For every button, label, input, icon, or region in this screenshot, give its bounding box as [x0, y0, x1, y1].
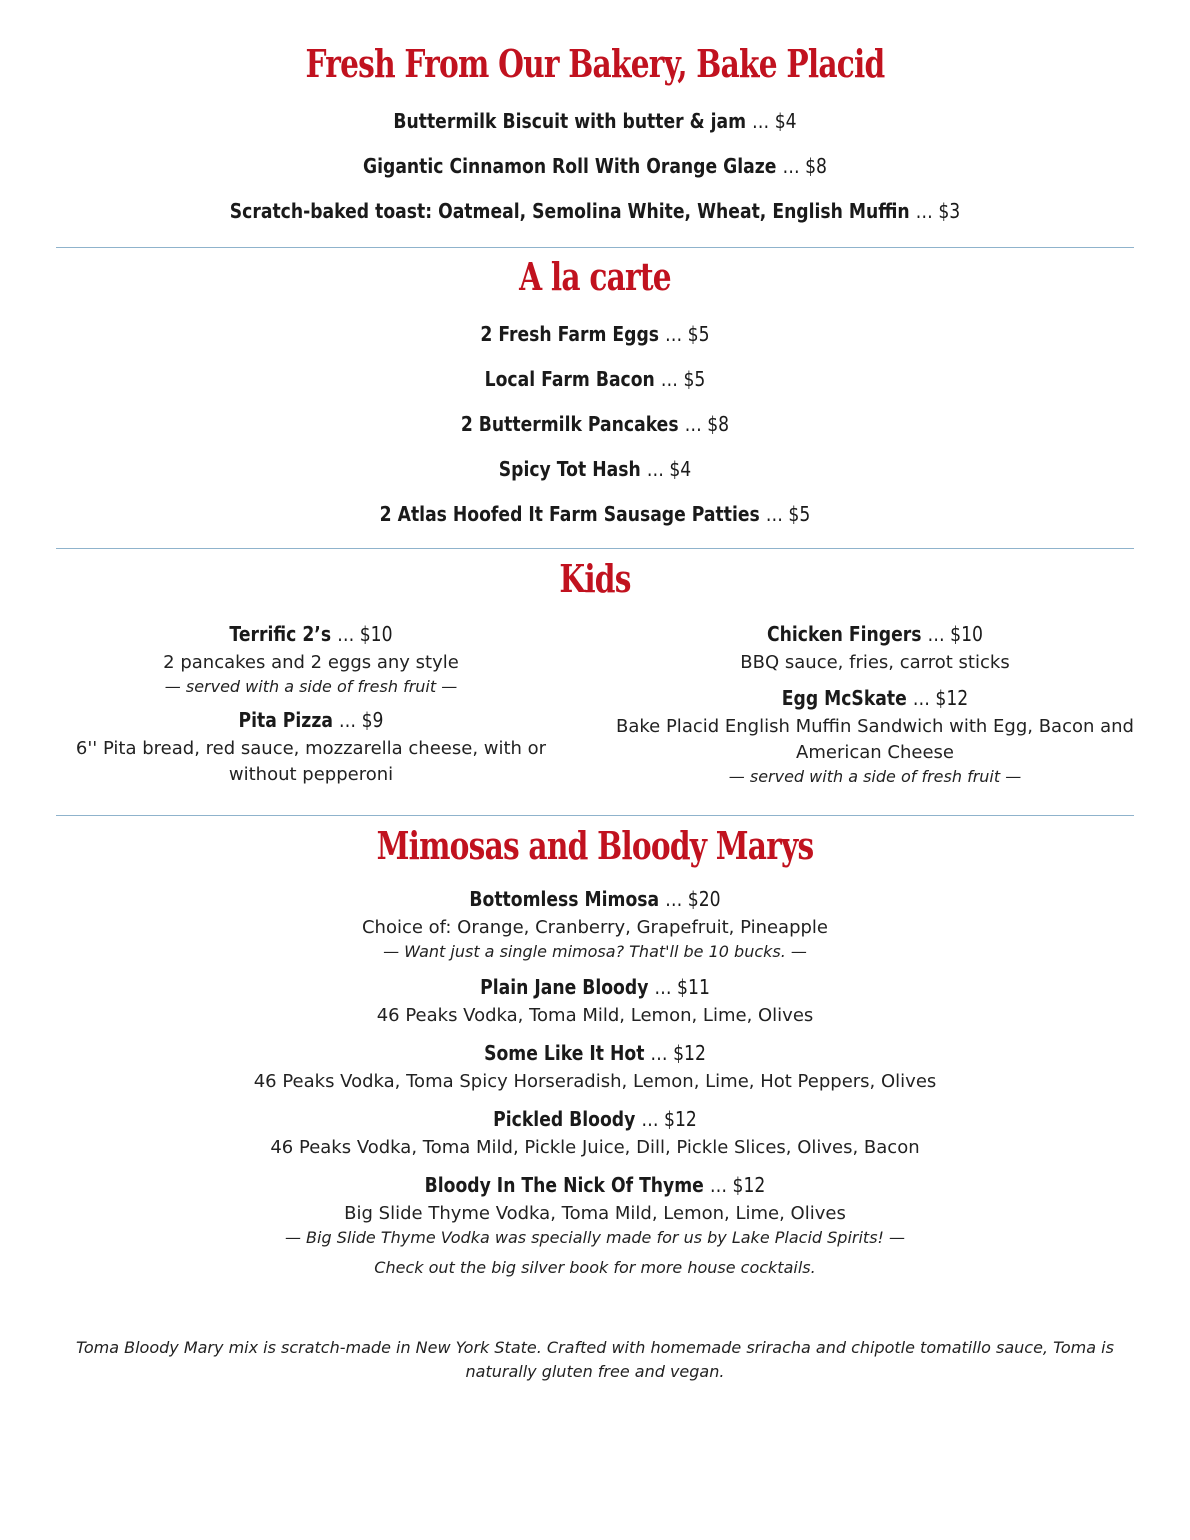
item-note: — Big Slide Thyme Vodka was specially made for us by Lake Placid Spirits! —	[284, 1228, 906, 1247]
section-divider	[56, 247, 1134, 248]
section-divider	[56, 815, 1134, 816]
alacarte-section	[56, 254, 1134, 526]
item-description: 46 Peaks Vodka, Toma Mild, Lemon, Lime, Olives	[376, 1005, 814, 1026]
item-description: Bake Placid English Muffin Sandwich with Egg, Bacon and American Cheese	[616, 716, 1134, 763]
section-title-bakery: Fresh From Our Bakery, Bake Placid	[305, 41, 885, 86]
menu-item: Spicy Tot Hash … $4	[498, 457, 692, 481]
menu-item: Gigantic Cinnamon Roll With Orange Glaze … $8	[362, 154, 827, 178]
menu-item: Chicken Fingers … $10 BBQ sauce, fries, carrot sticks	[616, 624, 1134, 676]
item-note: — served with a side of fresh fruit —	[164, 677, 458, 696]
menu-item: Bloody In The Nick Of Thyme … $12 Big Slide Thyme Vodka, Toma Mild, Lemon, Lime, Olives — Big Slide Thyme Vodka was specially made for us by Lake Placid Spirits! —	[56, 1175, 1134, 1249]
section-divider	[56, 548, 1134, 549]
kids-column-right	[616, 624, 1134, 800]
menu-item: 2 Buttermilk Pancakes … $8	[460, 412, 730, 436]
menu-item: Scratch-baked toast: Oatmeal, Semolina White, Wheat, English Muffin … $3	[229, 199, 961, 223]
drinks-section	[56, 823, 1134, 1279]
item-description: Choice of: Orange, Cranberry, Grapefruit, Pineapple	[361, 917, 829, 938]
menu-item: Pita Pizza … $9 6'' Pita bread, red sauce, mozzarella cheese, with or without pepperoni	[56, 710, 566, 788]
menu-item: 2 Fresh Farm Eggs … $5	[480, 322, 710, 346]
item-description: 46 Peaks Vodka, Toma Spicy Horseradish, Lemon, Lime, Hot Peppers, Olives	[253, 1071, 937, 1092]
section-title-alacarte: A la carte	[519, 254, 671, 299]
item-description: Big Slide Thyme Vodka, Toma Mild, Lemon, Lime, Olives	[344, 1203, 846, 1224]
item-note: — Want just a single mimosa? That'll be 10 bucks. —	[383, 942, 807, 961]
kids-section	[56, 556, 1134, 805]
section-title-drinks: Mimosas and Bloody Marys	[376, 823, 814, 868]
menu-item: Plain Jane Bloody … $11 46 Peaks Vodka, Toma Mild, Lemon, Lime, Olives	[56, 977, 1134, 1029]
menu-item: Bottomless Mimosa … $20 Choice of: Orange, Cranberry, Grapefruit, Pineapple — Want just a single mimosa? That'll be 10 bucks. —	[56, 889, 1134, 963]
cocktail-note: Check out the big silver book for more house cocktails.	[374, 1258, 816, 1277]
bakery-section	[56, 41, 1134, 223]
item-description: BBQ sauce, fries, carrot sticks	[740, 652, 1010, 673]
menu-item: Egg McSkate … $12 Bake Placid English Muffin Sandwich with Egg, Bacon and American Cheese — served with a side of fresh fruit —	[616, 686, 1134, 786]
item-description: 2 pancakes and 2 eggs any style	[163, 652, 459, 673]
kids-column-left	[56, 624, 566, 800]
menu-item: Some Like It Hot … $12 46 Peaks Vodka, Toma Spicy Horseradish, Lemon, Lime, Hot Peppers, Olives	[56, 1043, 1134, 1095]
item-description: 46 Peaks Vodka, Toma Mild, Pickle Juice, Dill, Pickle Slices, Olives, Bacon	[270, 1137, 920, 1158]
item-note: — served with a side of fresh fruit —	[728, 767, 1022, 786]
menu-item: Terrific 2’s … $10 2 pancakes and 2 eggs any style — served with a side of fresh fruit —	[56, 624, 566, 698]
toma-note: Toma Bloody Mary mix is scratch-made in New York State. Crafted with homemade sriracha and chipotle tomatillo sauce, Toma is naturally gluten free and vegan.	[76, 1338, 1114, 1381]
menu-item: Pickled Bloody … $12 46 Peaks Vodka, Toma Mild, Pickle Juice, Dill, Pickle Slices, Olives, Bacon	[56, 1109, 1134, 1161]
menu-item: Buttermilk Biscuit with butter & jam … $4	[393, 109, 797, 133]
menu-item: 2 Atlas Hoofed It Farm Sausage Patties … $5	[379, 502, 811, 526]
item-description: 6'' Pita bread, red sauce, mozzarella cheese, with or without pepperoni	[75, 738, 547, 785]
menu-item: Local Farm Bacon … $5	[484, 367, 706, 391]
section-title-kids: Kids	[559, 556, 631, 601]
